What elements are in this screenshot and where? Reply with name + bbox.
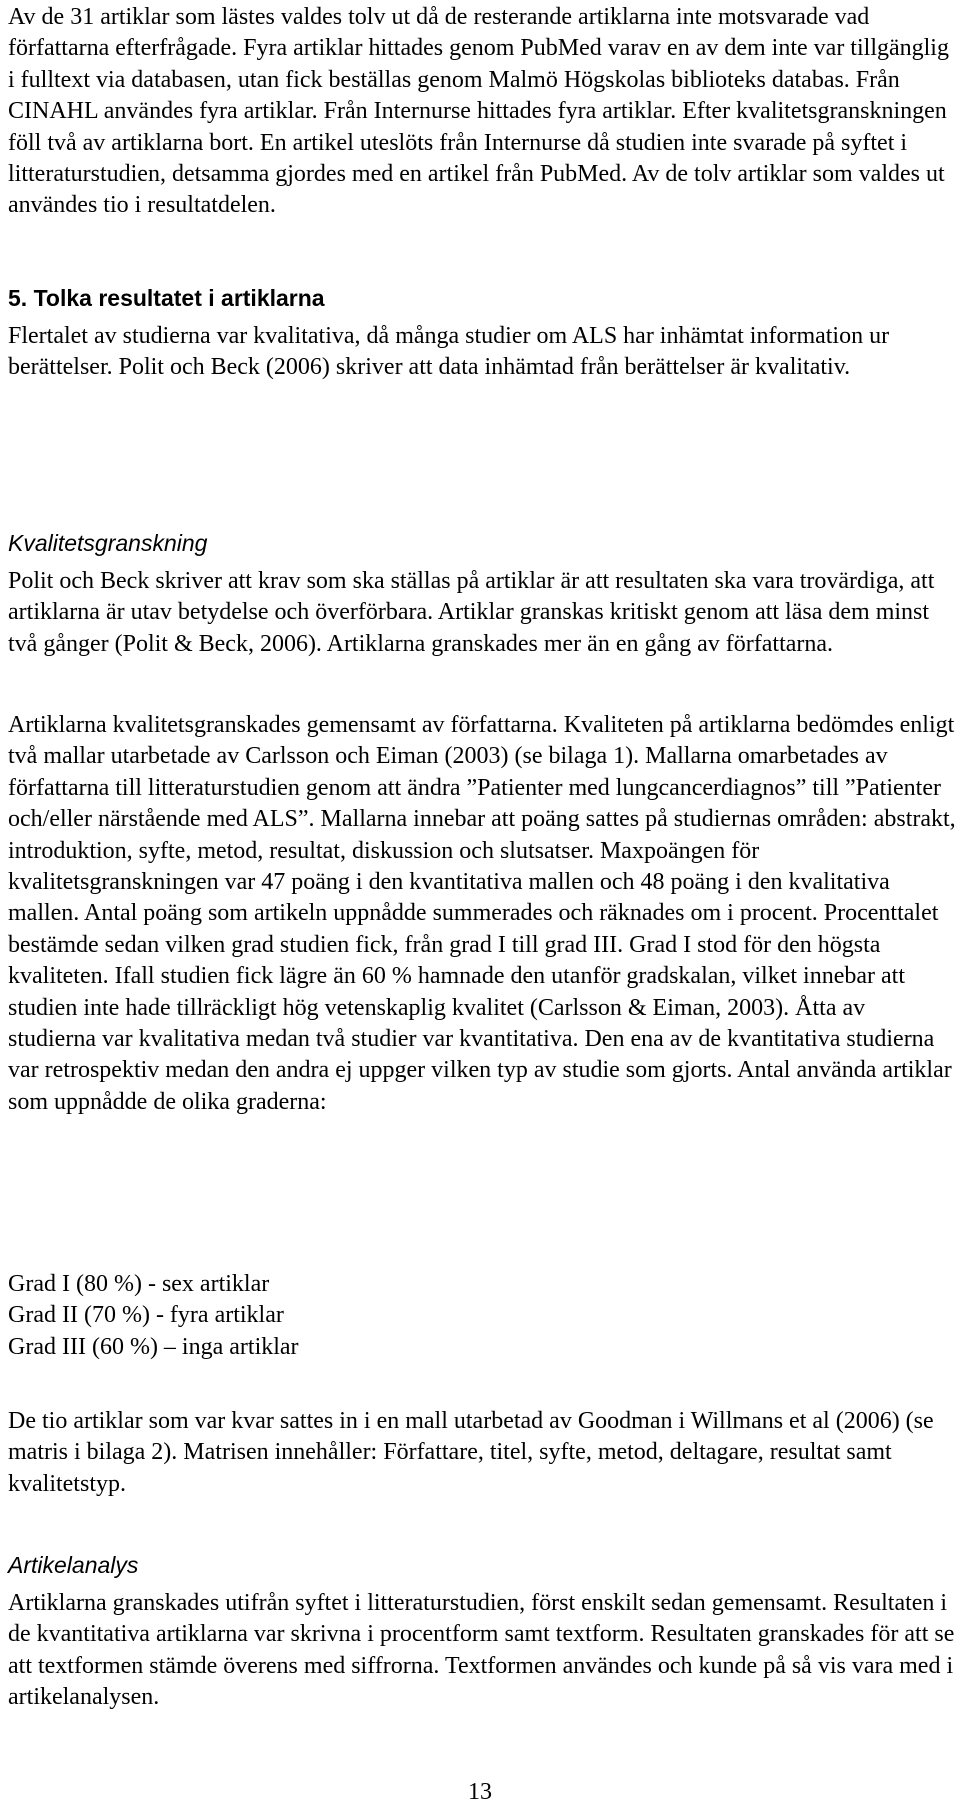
grade-list	[8, 1269, 958, 1363]
grade-item: Grad III (60 %) – inga artiklar	[8, 1333, 299, 1360]
artikelanalys-heading: Artikelanalys	[8, 1552, 139, 1578]
kvalitetsgranskning-heading: Kvalitetsgranskning	[8, 530, 208, 556]
page-number: 13	[468, 1779, 492, 1805]
kvalitet-paragraph-3: De tio artiklar som var kvar sattes in i en mall utarbetad av Goodman i Willmans et al (2006) (se matris i bilaga 2). Matrisen innehåller: Författare, titel, syfte, metod, deltagare, resultat samt kvalitetstyp.	[8, 1408, 934, 1497]
kvalitet-paragraph-1: Polit och Beck skriver att krav som ska ställas på artiklar är att resultaten ska vara trovärdiga, att artiklarna är utav betydelse och överförbara. Artiklar granskas kritiskt genom att läsa dem minst två gånger (Polit & Beck, 2006). Artiklarna granskades mer än en gång av författarna.	[8, 568, 935, 657]
section-5-heading: 5. Tolka resultatet i artiklarna	[8, 285, 325, 311]
grade-item: Grad I (80 %) - sex artiklar	[8, 1271, 270, 1297]
artikelanalys-paragraph: Artiklarna granskades utifrån syftet i litteraturstudien, först enskilt sedan gemensamt. Resultaten i de kvantitativa artiklarna var skrivna i procentform samt textform. Resultaten granskades för att se att textformen stämde överens med siffrorna. Textformen användes och kunde på så vis vara med i artikelanalysen.	[8, 1590, 955, 1711]
grade-item: Grad II (70 %) - fyra artiklar	[8, 1302, 284, 1329]
intro-paragraph: Av de 31 artiklar som lästes valdes tolv ut då de resterande artiklarna inte motsvarade vad författarna efterfrågade. Fyra artiklar hittades genom PubMed varav en av dem inte var tillgänglig i fulltext via databasen, utan fick beställas genom Malmö Högskolas biblioteks databas. Från CINAHL användes fyra artiklar. Från Internurse hittades fyra artiklar. Efter kvalitetsgranskningen föll två av artiklarna bort. En artikel uteslöts från Internurse då studien inte svarade på syftet i litteraturstudien, detsamma gjordes med en artikel från PubMed. Av de tolv artiklar som valdes ut användes tio i resultatdelen.	[8, 4, 949, 219]
section-5-paragraph: Flertalet av studierna var kvalitativa, då många studier om ALS har inhämtat information ur berättelser. Polit och Beck (2006) skriver att data inhämtad från berättelser är kvalitativ.	[8, 323, 890, 381]
kvalitet-paragraph-2: Artiklarna kvalitetsgranskades gemensamt av författarna. Kvaliteten på artiklarna bedömdes enligt två mallar utarbetade av Carlsson och Eiman (2003) (se bilaga 1). Mallarna omarbetades av författarna till litteraturstudien genom att ändra ”Patienter med lungcancerdiagnos” till ”Patienter och/eller närstående med ALS”. Mallarna innebar att poäng sattes på studiernas områden: abstrakt, introduktion, syfte, metod, resultat, diskussion och slutsatser. Maxpoängen för kvalitetsgranskningen var 47 poäng i den kvantitativa mallen och 48 poäng i den kvalitativa mallen. Antal poäng som artikeln uppnådde summerades och räknades om i procent. Procenttalet bestämde sedan vilken grad studien fick, från grad I till grad III. Grad I stod för den högsta kvaliteten. Ifall studien fick lägre än 60 % hamnade den utanför gradskalan, vilket innebar att studien inte hade tillräckligt hög vetenskaplig kvalitet (Carlsson & Eiman, 2003). Åtta av studierna var kvalitativa medan två studier var kvantitativa. Den ena av de kvantitativa studierna var retrospektiv medan den andra ej uppger vilken typ av studie som gjorts. Antal använda artiklar som uppnådde de olika graderna:	[8, 712, 956, 1115]
document-page	[8, 0, 958, 1813]
